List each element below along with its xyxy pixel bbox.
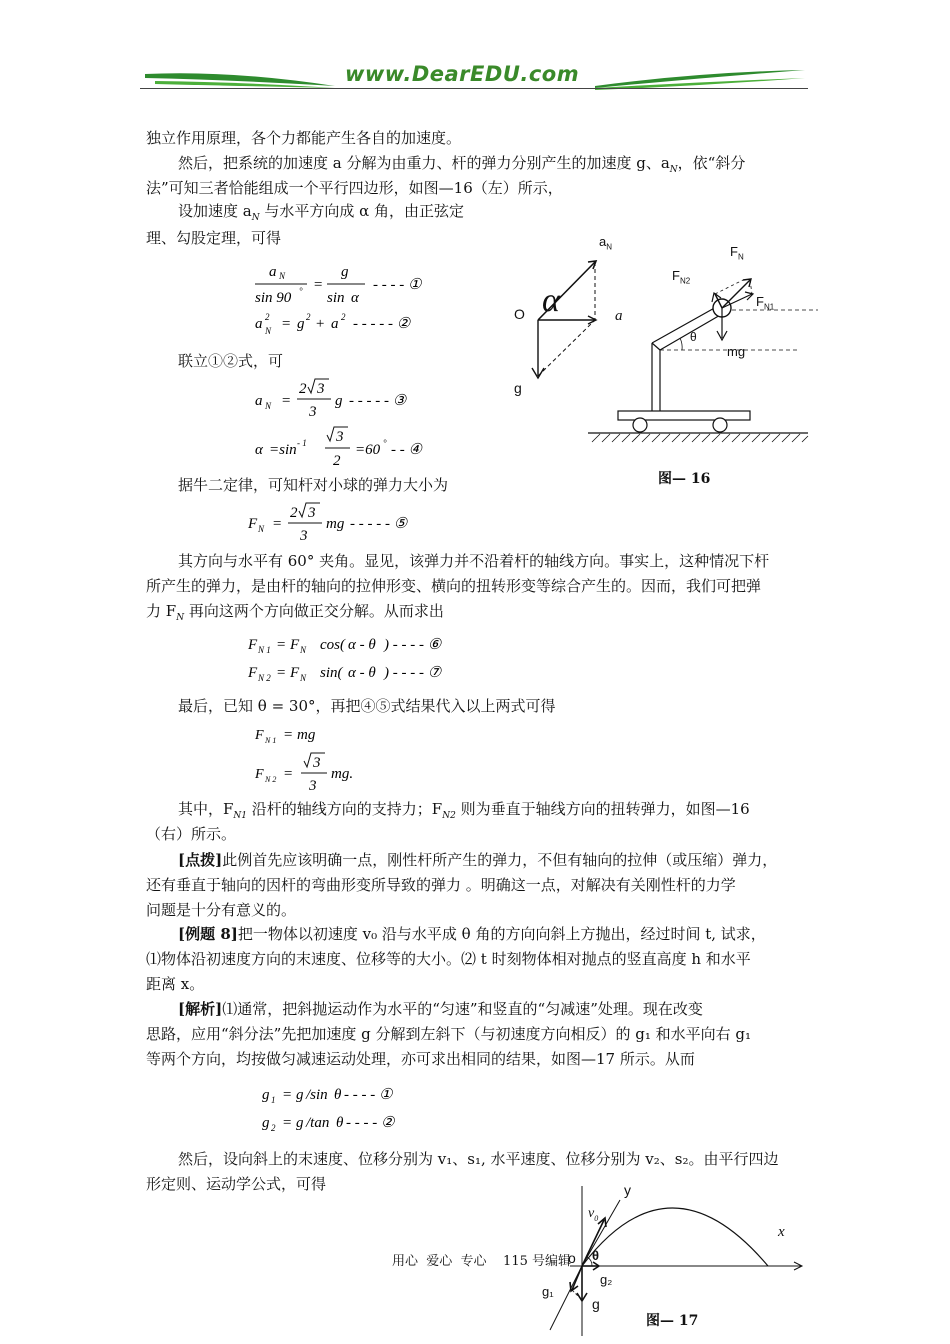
svg-text:α - θ: α - θ	[348, 665, 376, 681]
svg-text:g: g	[296, 1115, 304, 1131]
svg-text:2: 2	[306, 312, 311, 322]
para-5: 理、勾股定理，可得	[146, 229, 282, 247]
svg-text:N: N	[300, 673, 307, 683]
svg-text:) - - - - ⑥: ) - - - - ⑥	[384, 637, 442, 653]
label-aN: $a_N$	[599, 234, 613, 252]
svg-text:g: g	[262, 1115, 270, 1131]
svg-text:3: 3	[317, 381, 325, 397]
svg-text:=: =	[283, 727, 294, 743]
svg-text:a: a	[269, 264, 277, 280]
para-16: 问题是十分有意义的。	[146, 901, 297, 919]
svg-text:N 1: N 1	[258, 645, 271, 655]
svg-text:sin 90: sin 90	[255, 290, 292, 306]
svg-text:=: =	[276, 665, 287, 681]
svg-text:3: 3	[309, 404, 317, 420]
label-mg: mg	[727, 344, 746, 359]
fig17-label-y: y	[624, 1182, 631, 1198]
svg-text:°: °	[383, 438, 387, 448]
svg-text:sin: sin	[327, 290, 345, 306]
para-13: （右）所示。	[146, 825, 237, 843]
figure-16-drawing	[500, 228, 820, 458]
svg-text:g: g	[341, 264, 349, 280]
svg-text:- - - - ①: - - - - ①	[344, 1087, 393, 1103]
para-1: 独立作用原理，各个力都能产生各自的加速度。	[146, 129, 462, 147]
para-15: 还有垂直于轴向的因杆的弯曲形变所导致的弹力 。明确这一点，对解决有关刚性杆的力学	[146, 876, 736, 894]
para-6: 联立①②式，可	[178, 352, 284, 370]
svg-text:+: +	[315, 316, 326, 332]
header-swoosh-right	[590, 64, 810, 94]
svg-text:=60: =60	[355, 442, 381, 458]
svg-text:F: F	[290, 665, 300, 681]
svg-text:3: 3	[309, 778, 317, 794]
svg-text:N: N	[265, 326, 272, 336]
svg-text:3: 3	[308, 505, 316, 521]
svg-text:2: 2	[265, 312, 270, 322]
svg-text:mg.: mg.	[331, 766, 354, 782]
svg-text:=sin: =sin	[269, 442, 297, 458]
svg-text:- 1: - 1	[297, 438, 307, 448]
svg-text:a: a	[255, 393, 263, 409]
label-FN: $F_N$	[730, 244, 744, 262]
label-a: a	[615, 308, 623, 324]
label-g: g	[514, 380, 522, 396]
svg-text:2: 2	[299, 381, 307, 397]
svg-text:- - - - - ②: - - - - - ②	[353, 316, 411, 332]
para-22: 等两个方向，均按做匀减速运动处理，亦可求出相同的结果，如图—17 所示。从而	[146, 1050, 695, 1068]
svg-text:α: α	[255, 442, 263, 458]
svg-text:3: 3	[300, 528, 308, 544]
svg-text:g: g	[296, 1087, 304, 1103]
label-O: O	[514, 306, 525, 322]
fig17-label-v0: $v_0$	[588, 1206, 599, 1223]
svg-text:) - - - - ⑦: ) - - - - ⑦	[384, 665, 442, 681]
label-theta: θ	[690, 330, 697, 344]
para-14: [点拨]此例首先应该明确一点，刚性杆所产生的弹力，不但有轴向的拉伸（或压缩）弹力，	[178, 851, 778, 869]
svg-text:2: 2	[271, 1123, 276, 1133]
figure-17	[530, 1180, 820, 1340]
svg-text:=: =	[281, 393, 292, 409]
svg-text:=: =	[281, 316, 292, 332]
svg-text:N 2: N 2	[265, 775, 277, 784]
svg-text:- - - - ①: - - - - ①	[373, 277, 422, 293]
svg-text:α: α	[351, 290, 359, 306]
para-23: 然后，设向斜上的末速度、位移分别为 v₁、s₁, 水平速度、位移分别为 v₂、s₂。由平行四边	[178, 1150, 779, 1168]
svg-text:N: N	[279, 271, 286, 281]
fig17-label-g: g	[592, 1296, 600, 1312]
svg-text:=: =	[282, 1087, 293, 1103]
header-rule	[140, 88, 808, 89]
figure-16	[500, 228, 820, 498]
figure-17-caption: 图— 17	[646, 1313, 699, 1329]
svg-text:- - - - - ③: - - - - - ③	[349, 393, 407, 409]
svg-text:- - ④: - - ④	[391, 442, 422, 458]
fig17-label-o: o	[568, 1250, 576, 1266]
fig17-label-g1: g₁	[542, 1284, 554, 1299]
svg-text:mg: mg	[326, 516, 345, 532]
svg-text:F: F	[248, 516, 258, 532]
para-8: 其方向与水平有 60° 夹角。显见，该弹力并不沿着杆的轴线方向。事实上，这种情况下杆	[178, 552, 770, 570]
svg-text:2: 2	[290, 505, 298, 521]
svg-text:N 1: N 1	[265, 736, 277, 745]
para-12: 其中，$F_{N1}$ 沿杆的轴线方向的支持力；$F_{N2}$ 则为垂直于轴线方向的扭转弹力，如图—16	[178, 800, 750, 821]
para-9: 所产生的弹力，是由杆的轴向的拉伸形变、横向的扭转形变等综合产生的。因而，我们可把弹	[146, 577, 762, 595]
fig17-label-theta: θ	[592, 1248, 600, 1263]
svg-text:=: =	[283, 766, 294, 782]
header-banner	[140, 60, 810, 100]
svg-text:- - - - - ⑤: - - - - - ⑤	[350, 516, 408, 532]
svg-text:/sin: /sin	[306, 1087, 328, 1103]
svg-text:3: 3	[336, 429, 344, 445]
svg-text:2: 2	[333, 453, 341, 469]
svg-text:=: =	[272, 516, 283, 532]
svg-text:cos(: cos(	[320, 637, 345, 653]
svg-text:N 2: N 2	[258, 673, 271, 683]
para-19: 距离 x。	[146, 975, 205, 993]
para-20: [解析]⑴通常，把斜抛运动作为水平的“匀速”和竖直的“匀减速”处理。现在改变	[178, 1000, 703, 1018]
svg-text:2: 2	[341, 312, 346, 322]
svg-text:sin(: sin(	[320, 665, 343, 681]
svg-text:=: =	[276, 637, 287, 653]
svg-text:F: F	[248, 637, 258, 653]
label-alpha: α	[542, 282, 560, 319]
svg-text:F: F	[290, 637, 300, 653]
para-21: 思路，应用“斜分法”先把加速度 g 分解到左斜下（与初速度方向相反）的 g₁ 和水平向右 g₁	[146, 1025, 752, 1043]
svg-text:a: a	[255, 316, 263, 332]
para-10: 力 $F_N$ 再向这两个方向做正交分解。从而求出	[146, 602, 444, 623]
svg-text:°: °	[299, 286, 303, 296]
svg-text:F: F	[255, 767, 264, 782]
svg-text:α - θ: α - θ	[348, 637, 376, 653]
svg-text:a: a	[331, 316, 339, 332]
svg-text:- - - - ②: - - - - ②	[346, 1115, 395, 1131]
svg-text:=: =	[282, 1115, 293, 1131]
svg-text:θ: θ	[336, 1115, 344, 1131]
svg-text:θ: θ	[334, 1087, 342, 1103]
para-7: 据牛二定律，可知杆对小球的弹力大小为	[178, 476, 449, 494]
svg-text:1: 1	[271, 1095, 276, 1105]
svg-text:N: N	[300, 645, 307, 655]
fig17-label-g2: g₂	[600, 1272, 613, 1287]
para-24: 形定则、运动学公式，可得	[146, 1175, 327, 1193]
svg-text:3: 3	[313, 755, 321, 771]
para-18: ⑴物体沿初速度方向的末速度、位移等的大小。⑵ t 时刻物体相对抛点的竖直高度 h 和水平	[146, 950, 751, 968]
svg-text:=: =	[313, 277, 324, 293]
fig17-label-x: x	[778, 1224, 785, 1240]
svg-text:g: g	[335, 393, 343, 409]
svg-text:F: F	[248, 665, 258, 681]
para-11: 最后，已知 θ = 30°，再把④⑤式结果代入以上两式可得	[178, 697, 556, 715]
svg-text:g: g	[262, 1087, 270, 1103]
header-swoosh-left	[140, 64, 340, 94]
para-17: [例题 8]把一物体以初速度 v₀ 沿与水平成 θ 角的方向向斜上方抛出，经过时间 t, 试求，	[178, 925, 766, 943]
svg-text:N: N	[258, 524, 265, 534]
footer-text: 用心 爱心 专心 115 号编辑	[392, 1254, 572, 1269]
figure-16-caption: 图— 16	[658, 471, 711, 487]
svg-text:/tan: /tan	[306, 1115, 330, 1131]
svg-text:N: N	[265, 401, 272, 411]
svg-text:mg: mg	[297, 727, 316, 743]
svg-text:F: F	[255, 728, 264, 743]
para-2: 然后，把系统的加速度 a 分解为由重力、杆的弹力分别产生的加速度 g、$a_N$，依“斜分	[178, 154, 746, 175]
para-4: 设加速度 $a_N$ 与水平方向成 α 角，由正弦定	[178, 202, 465, 223]
label-FN2: $F_{N2}$	[672, 268, 691, 286]
para-3: 法”可知三者恰能组成一个平行四边形，如图—16（左）所示，	[146, 179, 563, 197]
svg-text:g: g	[297, 316, 305, 332]
site-title: www.DearEDU.com	[345, 62, 580, 86]
label-FN1: $F_{N1}$	[756, 294, 775, 312]
